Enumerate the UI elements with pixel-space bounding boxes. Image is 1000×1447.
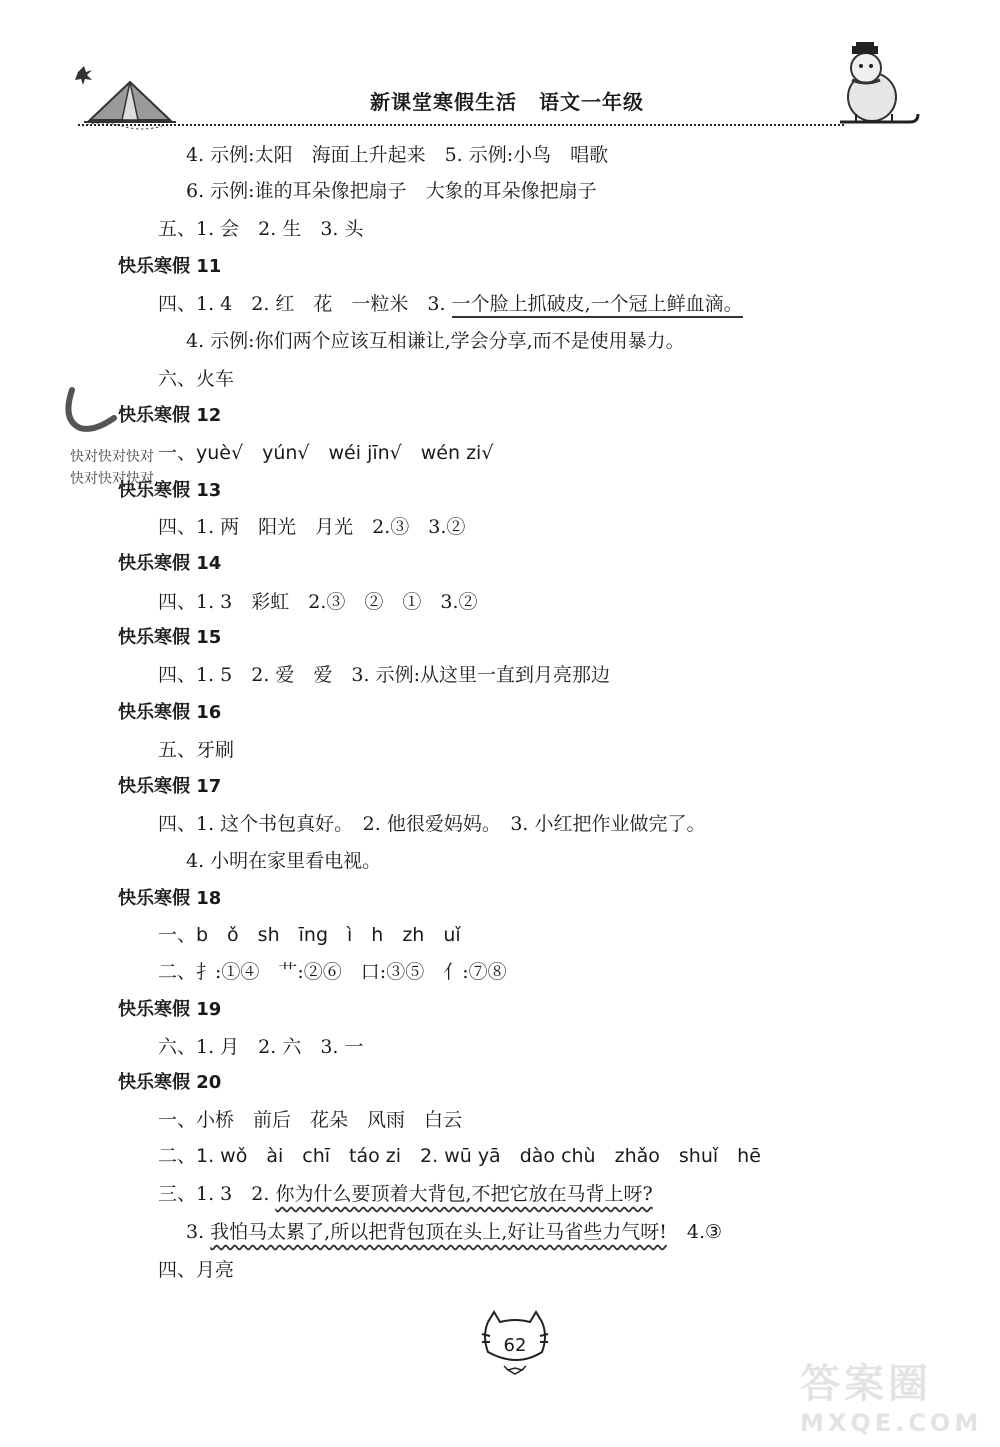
- section-heading: 快乐寒假 16: [118, 702, 222, 723]
- answer-line: 一、yuè√ yún√ wéi jīn√ wén zi√: [158, 442, 494, 464]
- section-heading: 快乐寒假 20: [118, 1072, 222, 1093]
- underlined-answer: 一个脸上抓破皮,一个冠上鲜血滴。: [452, 293, 743, 318]
- answer-line: [186, 1219, 722, 1245]
- answer-line: 4. 示例:你们两个应该互相谦让,学会分享,而不是使用暴力。: [186, 330, 685, 352]
- answer-line: [158, 291, 743, 317]
- kuaidui-stamp: [70, 446, 154, 490]
- section-heading: 快乐寒假 18: [118, 888, 222, 909]
- answer-line: 一、小桥 前后 花朵 风雨 白云: [158, 1109, 463, 1131]
- answer-line: 六、火车: [158, 368, 235, 390]
- section-heading: 快乐寒假 14: [118, 553, 222, 574]
- answer-text: 四、1. 4 2. 红 花 一粒米 3.: [158, 293, 452, 315]
- answer-line: 五、1. 会 2. 生 3. 头: [158, 218, 364, 240]
- answer-text: 4.③: [686, 1221, 723, 1243]
- snowman-sled-icon: [822, 42, 922, 136]
- check-mark-icon: [64, 384, 124, 432]
- answer-line: 4. 示例:太阳 海面上升起来 5. 示例:小鸟 唱歌: [186, 144, 609, 166]
- stamp-line: 快对快对快对: [70, 471, 154, 487]
- header-divider: [78, 124, 844, 126]
- wavy-underlined-answer: 你为什么要顶着大背包,不把它放在马背上呀?: [275, 1183, 653, 1205]
- answer-line: 二、扌:①④ 艹:②⑥ 口:③⑤ 亻:⑦⑧: [158, 961, 507, 983]
- answer-line: 六、1. 月 2. 六 3. 一: [158, 1036, 364, 1058]
- header-title: [370, 86, 644, 115]
- site-watermark: [800, 1352, 982, 1437]
- section-heading: 快乐寒假 12: [118, 405, 222, 426]
- answer-line: 四、1. 两 阳光 月光 2.③ 3.②: [158, 516, 466, 538]
- answer-line: 一、b ǒ sh īng ì h zh uǐ: [158, 924, 461, 946]
- answer-text: 3.: [186, 1221, 211, 1243]
- answer-line: 四、月亮: [158, 1259, 235, 1281]
- page-number: 62: [503, 1335, 527, 1356]
- watermark-logo-text: 答案圈: [800, 1361, 932, 1407]
- section-heading: 快乐寒假 17: [118, 776, 222, 797]
- answer-line: 四、1. 3 彩虹 2.③ ② ① 3.②: [158, 591, 478, 613]
- stamp-line: 快对快对快对: [70, 449, 154, 465]
- answer-line: 4. 小明在家里看电视。: [186, 850, 382, 872]
- answer-line: 五、牙刷: [158, 739, 235, 761]
- wavy-underlined-answer: 我怕马太累了,所以把背包顶在头上,好让马省些力气呀!: [210, 1221, 667, 1243]
- section-heading: 快乐寒假 19: [118, 999, 222, 1020]
- subject-title: 语文一年级: [539, 90, 644, 114]
- section-heading: 快乐寒假 11: [118, 256, 222, 277]
- answer-line: 6. 示例:谁的耳朵像把扇子 大象的耳朵像把扇子: [186, 180, 597, 202]
- answer-line: 四、1. 这个书包真好。 2. 他很爱妈妈。 3. 小红把作业做完了。: [158, 813, 706, 835]
- answer-text: 三、1. 3 2.: [158, 1183, 276, 1205]
- book-title: 新课堂寒假生活: [370, 90, 517, 114]
- section-heading: 快乐寒假 15: [118, 627, 222, 648]
- section-heading: 快乐寒假 13: [118, 480, 222, 501]
- answer-line: 四、1. 5 2. 爱 爱 3. 示例:从这里一直到月亮那边: [158, 664, 610, 686]
- answer-line: [158, 1181, 653, 1207]
- answer-line: 二、1. wǒ ài chī táo zi 2. wū yā dào chù zhǎo shuǐ hē: [158, 1145, 761, 1167]
- watermark-url: MXQE.COM: [800, 1409, 983, 1437]
